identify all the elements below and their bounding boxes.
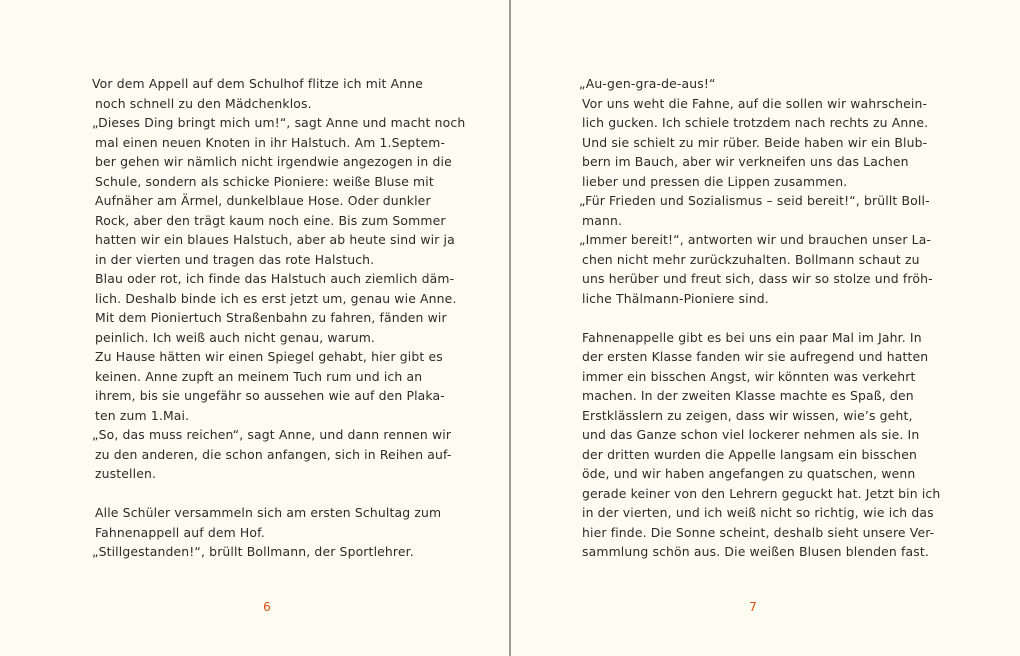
left-page-text-line: zustellen. <box>95 466 157 481</box>
right-page-text-line: und das Ganze schon viel lockerer nehmen als sie. In <box>582 427 920 442</box>
left-page-text-line: noch schnell zu den Mädchenklos. <box>95 95 312 111</box>
left-page-text-line: „Stillgestanden!“, brüllt Bollmann, der Sportlehrer. <box>92 544 414 559</box>
right-page-text-line: uns herüber und freut sich, dass wir so stolze und fröh- <box>582 271 933 286</box>
right-page-text-line: bern im Bauch, aber wir verkneifen uns das Lachen <box>582 154 909 169</box>
left-page-text <box>92 74 466 562</box>
right-page-text-line: „Immer bereit!“, antworten wir und brauchen unser La- <box>579 232 932 247</box>
right-page-text-line: der ersten Klasse fanden wir sie aufregend und hatten <box>582 349 929 364</box>
left-page-text-line: ber gehen wir nämlich nicht irgendwie angezogen in die <box>95 154 452 169</box>
right-page-text-line: mann. <box>582 212 623 228</box>
right-page-paragraph-break <box>579 308 939 328</box>
right-page-text-line: immer ein bisschen Angst, wir könnten was verkehrt <box>582 368 916 384</box>
right-page-text-line: „Au-gen-gra-de-aus!“ <box>579 76 716 91</box>
right-page-text-line: hier finde. Die Sonne scheint, deshalb sieht unsere Ver- <box>582 524 935 540</box>
left-page-text-line: ten zum 1.Mai. <box>95 407 190 423</box>
right-page-text-line: lieber und pressen die Lippen zusammen. <box>582 173 848 189</box>
left-page-text-line: keinen. Anne zupft an meinem Tuch rum und ich an <box>95 368 423 384</box>
left-page-text-line: ihrem, bis sie ungefähr so aussehen wie auf den Plaka- <box>95 388 445 403</box>
right-page-text-line: der dritten wurden die Appelle langsam ein bisschen <box>582 446 918 462</box>
left-page-text-line: Mit dem Pioniertuch Straßenbahn zu fahren, fänden wir <box>95 310 447 325</box>
left-page-text-line: Vor dem Appell auf dem Schulhof flitze ich mit Anne <box>92 76 424 91</box>
left-page-text-line: hatten wir ein blaues Halstuch, aber ab heute sind wir ja <box>95 232 455 247</box>
right-page-text-line: liche Thälmann-Pioniere sind. <box>582 290 769 306</box>
right-page-text-line: Und sie schielt zu mir rüber. Beide haben wir ein Blub- <box>582 134 928 150</box>
right-page-text-line: „Für Frieden und Sozialismus – seid bereit!“, brüllt Boll- <box>579 193 930 208</box>
left-page-text-line: zu den anderen, die schon anfangen, sich in Reihen auf- <box>95 446 452 462</box>
left-page-text-line: in der vierten und tragen das rote Halstuch. <box>95 251 375 267</box>
right-page-text-line: öde, und wir haben angefangen zu quatschen, wenn <box>582 466 916 481</box>
right-page-text-line: chen nicht mehr zurückzuhalten. Bollmann schaut zu <box>582 251 920 267</box>
left-page-text-line: peinlich. Ich weiß auch nicht genau, warum. <box>95 329 376 345</box>
left-page-text-line: „Dieses Ding bringt mich um!“, sagt Anne und macht noch <box>92 115 466 130</box>
right-page-text <box>579 74 939 562</box>
left-page-paragraph-break <box>92 484 452 504</box>
left-page-text-line: Aufnäher am Ärmel, dunkelblaue Hose. Oder dunkler <box>95 193 431 208</box>
right-page-number: 7 <box>749 599 757 614</box>
right-page-text-line: gerade keiner von den Lehrern geguckt hat. Jetzt bin ich <box>582 485 941 501</box>
right-page-text-line: lich gucken. Ich schiele trotzdem nach rechts zu Anne. <box>582 115 929 130</box>
left-page-text-line: Zu Hause hätten wir einen Spiegel gehabt, hier gibt es <box>95 349 443 364</box>
left-page-text-line: Fahnenappell auf dem Hof. <box>95 524 265 540</box>
left-page-text-line: Blau oder rot, ich finde das Halstuch auch ziemlich däm- <box>95 271 455 286</box>
right-page-text-line: in der vierten, und ich weiß nicht so richtig, wie ich das <box>582 505 934 520</box>
left-page-text-line: Schule, sondern als schicke Pioniere: weiße Bluse mit <box>95 173 434 189</box>
left-page <box>0 0 509 656</box>
right-page-text-line: Vor uns weht die Fahne, auf die sollen wir wahrschein- <box>582 95 928 111</box>
right-page-text-line: Fahnenappelle gibt es bei uns ein paar Mal im Jahr. In <box>582 329 922 345</box>
right-page <box>511 0 1020 656</box>
right-page-text-line: Erstklässlern zu zeigen, dass wir wissen, wie’s geht, <box>582 407 913 423</box>
left-page-text-line: lich. Deshalb binde ich es erst jetzt um, genau wie Anne. <box>95 290 457 306</box>
left-page-text-line: „So, das muss reichen“, sagt Anne, und dann rennen wir <box>92 427 452 442</box>
right-page-text-line: sammlung schön aus. Die weißen Blusen blenden fast. <box>582 544 929 559</box>
left-page-text-line: Rock, aber den trägt kaum noch eine. Bis zum Sommer <box>95 212 446 228</box>
left-page-text-line: mal einen neuen Knoten in ihr Halstuch. Am 1.Septem- <box>95 134 446 150</box>
left-page-text-line: Alle Schüler versammeln sich am ersten Schultag zum <box>95 505 442 520</box>
left-page-number: 6 <box>263 599 271 614</box>
right-page-text-line: machen. In der zweiten Klasse machte es Spaß, den <box>582 388 914 403</box>
